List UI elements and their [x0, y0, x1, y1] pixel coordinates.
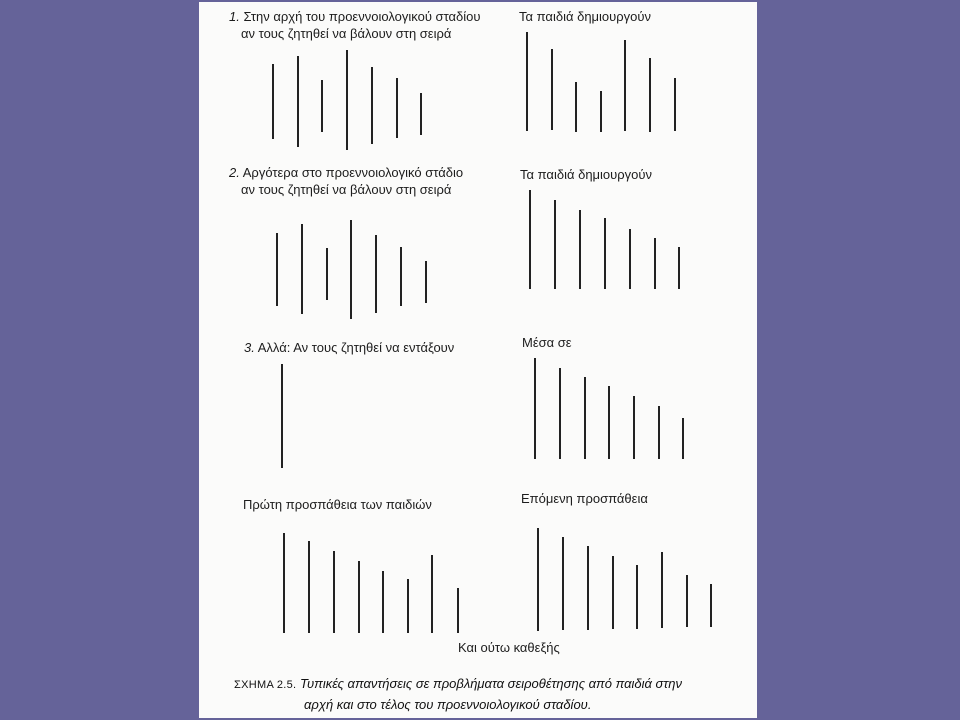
- figure-caption-line1: [234, 674, 682, 695]
- bar-g1l-2: [297, 56, 299, 147]
- bar-g2l-7: [425, 261, 427, 303]
- bar-g4l-4: [358, 561, 360, 633]
- figure-caption-label: ΣΧΗΜΑ 2.5.: [234, 679, 297, 691]
- section-1-prompt-line2: αν τους ζητηθεί να βάλουν στη σειρά: [241, 26, 452, 41]
- bar-g1l-5: [371, 67, 373, 144]
- bar-g4r-6: [661, 552, 663, 628]
- section-4-left-label: Πρώτη προσπάθεια των παιδιών: [243, 497, 432, 512]
- section-2-prompt-line2: αν τους ζητηθεί να βάλουν στη σειρά: [241, 182, 452, 197]
- bar-g2r-2: [554, 200, 556, 289]
- section-3-number: 3.: [244, 340, 255, 355]
- bar-g1l-7: [420, 93, 422, 135]
- figure-caption-text1: Τυπικές απαντήσεις σε προβλήματα σειροθέτησης από παιδιά στην: [300, 676, 682, 691]
- bar-g2l-2: [301, 224, 303, 314]
- bar-g4l-3: [333, 551, 335, 633]
- bar-g2r-4: [604, 218, 606, 289]
- bar-g1r-3: [575, 82, 577, 132]
- section-2-result-label: Τα παιδιά δημιουργούν: [520, 167, 652, 182]
- bar-g2r-7: [678, 247, 680, 289]
- bar-g3r-4: [608, 386, 610, 459]
- bar-g2r-6: [654, 238, 656, 289]
- bar-g1r-2: [551, 49, 553, 130]
- bar-g2l-4: [350, 220, 352, 319]
- bar-g3r-5: [633, 396, 635, 459]
- bar-g1r-1: [526, 32, 528, 131]
- bar-g3r-2: [559, 368, 561, 459]
- section-2-prompt-text: Αργότερα στο προεννοιολογικό στάδιο: [242, 165, 464, 180]
- bar-g4r-3: [587, 546, 589, 630]
- figure-caption: [234, 674, 682, 714]
- bar-g1l-6: [396, 78, 398, 138]
- bar-g3l-1: [281, 364, 283, 468]
- bar-g4l-6: [407, 579, 409, 633]
- bar-g4l-2: [308, 541, 310, 633]
- bar-g2r-1: [529, 190, 531, 289]
- bar-g4l-5: [382, 571, 384, 633]
- bar-g1r-5: [624, 40, 626, 131]
- section-3-prompt-text: Αλλά: Αν τους ζητηθεί να εντάξουν: [257, 340, 455, 355]
- bar-g4r-5: [636, 565, 638, 629]
- scanned-page: [199, 2, 757, 718]
- bar-g4r-1: [537, 528, 539, 631]
- bar-g4l-1: [283, 533, 285, 633]
- figure-caption-line2: [234, 695, 682, 714]
- section-2-prompt-line1: [229, 164, 463, 181]
- bar-g1l-3: [321, 80, 323, 132]
- section-4-footer: Και ούτω καθεξής: [458, 640, 560, 655]
- bar-g3r-3: [584, 377, 586, 459]
- bar-g2l-3: [326, 248, 328, 300]
- section-1-prompt-text: Στην αρχή του προεννοιολογικού σταδίου: [243, 9, 481, 24]
- section-3-result-label: Μέσα σε: [522, 335, 572, 350]
- bar-g4l-8: [457, 588, 459, 633]
- section-1-result-label: Τα παιδιά δημιουργούν: [519, 9, 651, 24]
- bar-g4r-4: [612, 556, 614, 629]
- bar-g4r-2: [562, 537, 564, 630]
- bar-g1r-4: [600, 91, 602, 132]
- section-2-number: 2.: [229, 165, 240, 180]
- bar-g1r-7: [674, 78, 676, 131]
- section-3-prompt-line1: [244, 339, 454, 356]
- section-1-prompt-line1: [229, 8, 481, 25]
- section-1-number: 1.: [229, 9, 240, 24]
- bar-g2l-1: [276, 233, 278, 306]
- bar-g3r-6: [658, 406, 660, 459]
- bar-g4r-7: [686, 575, 688, 627]
- bar-g2l-6: [400, 247, 402, 306]
- bar-g4r-8: [710, 584, 712, 627]
- bar-g1l-1: [272, 64, 274, 139]
- figure-caption-text2: αρχή και στο τέλος του προεννοιολογικού σταδίου.: [304, 697, 592, 712]
- bar-g3r-1: [534, 358, 536, 459]
- bar-g3r-7: [682, 418, 684, 459]
- bar-g2r-5: [629, 229, 631, 289]
- bar-g1l-4: [346, 50, 348, 150]
- bar-g1r-6: [649, 58, 651, 132]
- bar-g4l-7: [431, 555, 433, 633]
- section-4-right-label: Επόμενη προσπάθεια: [521, 491, 648, 506]
- bar-g2r-3: [579, 210, 581, 289]
- bar-g2l-5: [375, 235, 377, 313]
